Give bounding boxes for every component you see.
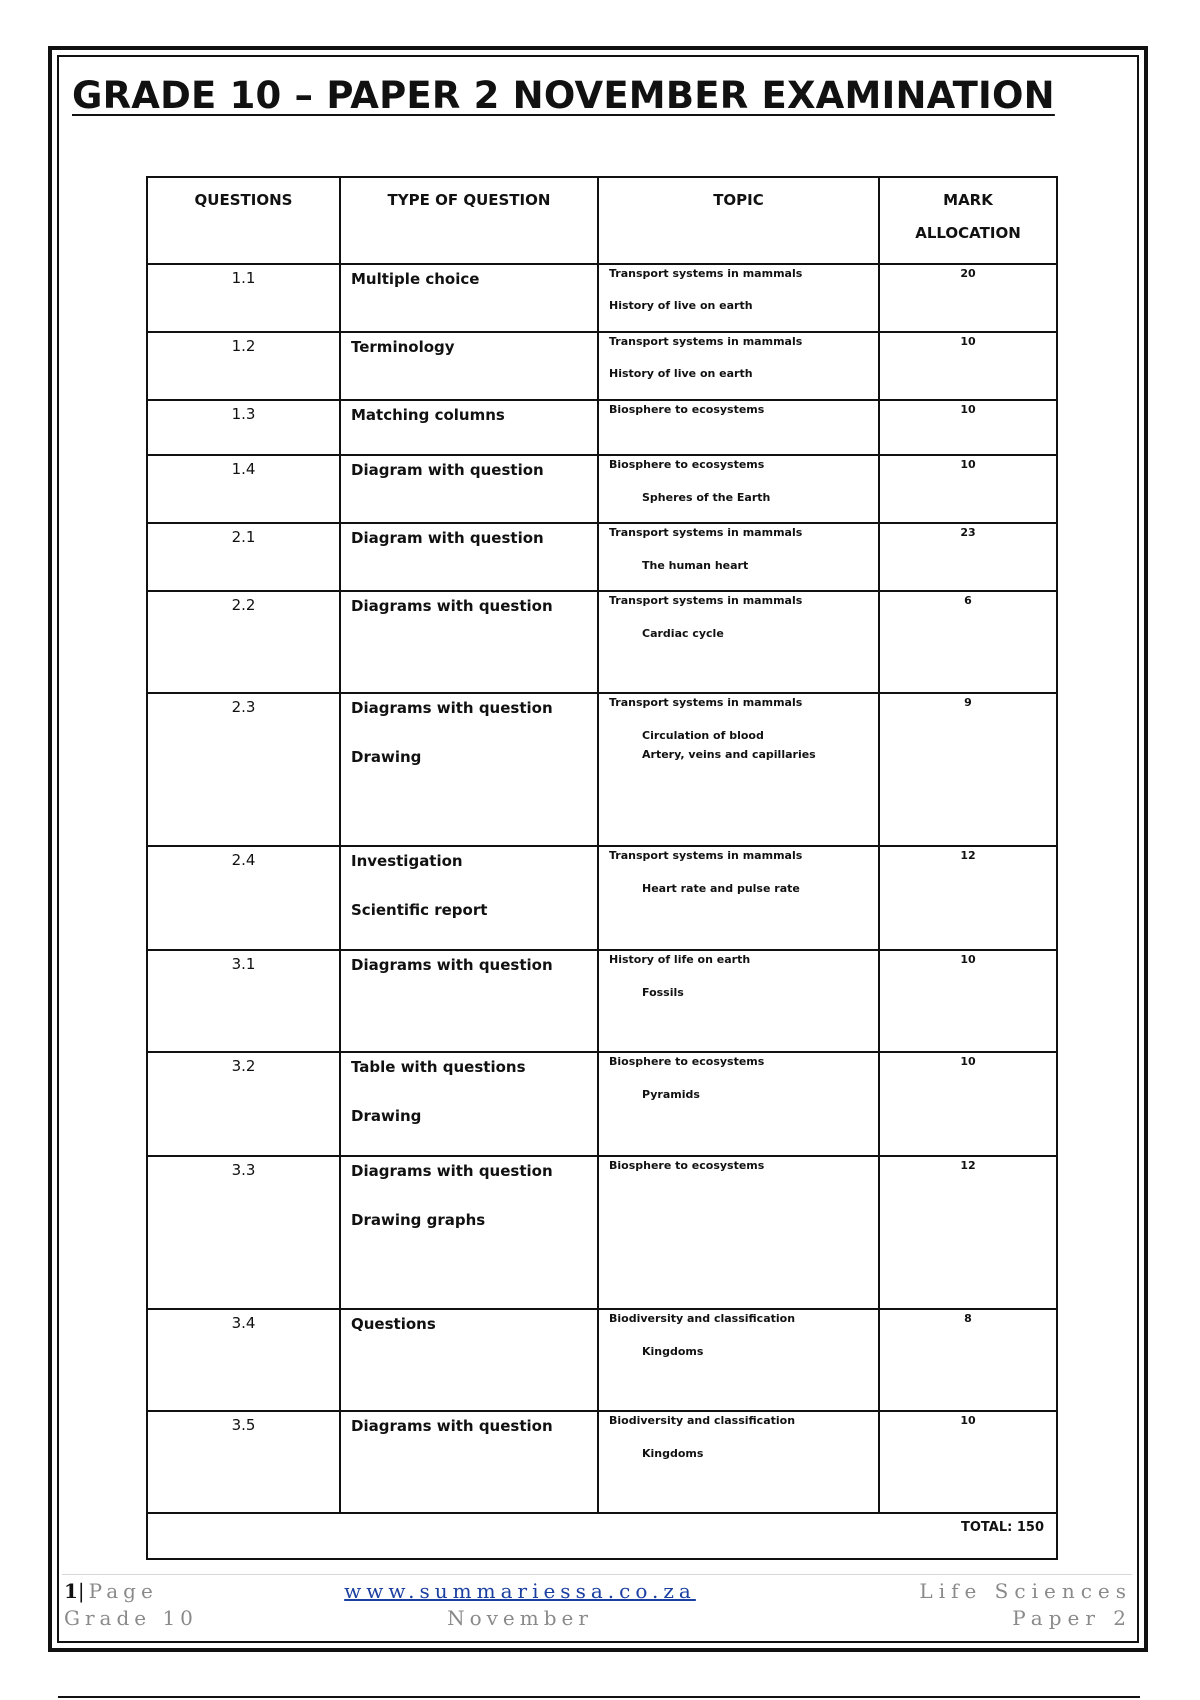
topic-subtopic: Spheres of the Earth [642, 491, 771, 504]
question-type-line: Matching columns [351, 406, 505, 424]
topic-main: Transport systems in mammals [609, 594, 803, 607]
mark-allocation: 8 [879, 1309, 1057, 1411]
table-row [147, 455, 1057, 523]
question-number: 3.2 [147, 1052, 340, 1156]
topic-main: History of live on earth [609, 367, 753, 380]
question-type-line: Scientific report [351, 901, 488, 919]
topic-main: Biosphere to ecosystems [609, 1055, 765, 1068]
mark-allocation: 12 [879, 1156, 1057, 1309]
mark-allocation: 10 [879, 332, 1057, 400]
exam-structure-table [146, 176, 1058, 1560]
table-row [147, 1156, 1057, 1309]
question-type-line: Diagrams with question [351, 1417, 553, 1435]
topic-subtopic: Fossils [642, 986, 684, 999]
question-type [340, 1309, 598, 1411]
question-type [340, 591, 598, 693]
topic-subtopic: Cardiac cycle [642, 627, 724, 640]
topic-subtopic: The human heart [642, 559, 749, 572]
question-number: 2.4 [147, 846, 340, 950]
topic-main: History of live on earth [609, 299, 753, 312]
question-type-line: Diagrams with question [351, 699, 553, 717]
topic-subtopic: Kingdoms [642, 1447, 704, 1460]
question-number: 2.2 [147, 591, 340, 693]
footer-page-indicator [64, 1578, 198, 1605]
header-mark-line1: MARK [943, 191, 993, 209]
topic [598, 950, 879, 1052]
question-type [340, 1052, 598, 1156]
header-mark-line2: ALLOCATION [915, 224, 1021, 242]
topic [598, 264, 879, 332]
topic-main: Biosphere to ecosystems [609, 403, 765, 416]
topic [598, 1156, 879, 1309]
footer-month: November [447, 1606, 593, 1630]
question-type [340, 523, 598, 591]
mark-allocation: 10 [879, 455, 1057, 523]
topic-main: Transport systems in mammals [609, 849, 803, 862]
table-row [147, 950, 1057, 1052]
mark-allocation: 23 [879, 523, 1057, 591]
table-row [147, 332, 1057, 400]
table-row [147, 693, 1057, 846]
table-row [147, 400, 1057, 455]
topic [598, 591, 879, 693]
topic [598, 332, 879, 400]
mark-allocation: 20 [879, 264, 1057, 332]
footer-paper: Paper 2 [1012, 1606, 1132, 1630]
header-mark-allocation [879, 177, 1057, 264]
question-type-line: Drawing graphs [351, 1211, 486, 1229]
topic [598, 1052, 879, 1156]
mark-allocation: 9 [879, 693, 1057, 846]
topic [598, 523, 879, 591]
topic-main: History of life on earth [609, 953, 751, 966]
footer-separator: | [77, 1579, 85, 1603]
table-row [147, 523, 1057, 591]
footer-website-link[interactable]: www.summariessa.co.za [344, 1579, 696, 1603]
question-number: 1.4 [147, 455, 340, 523]
header-type-of-question: TYPE OF QUESTION [340, 177, 598, 264]
header-topic: TOPIC [598, 177, 879, 264]
mark-allocation: 12 [879, 846, 1057, 950]
question-number: 1.2 [147, 332, 340, 400]
table-header-row [147, 177, 1057, 264]
question-type [340, 400, 598, 455]
question-type-line: Diagrams with question [351, 597, 553, 615]
topic-subtopic: Heart rate and pulse rate [642, 882, 800, 895]
topic-main: Biodiversity and classification [609, 1414, 796, 1427]
question-type [340, 693, 598, 846]
question-type [340, 1156, 598, 1309]
topic [598, 1309, 879, 1411]
topic-subtopic: Artery, veins and capillaries [642, 748, 816, 761]
question-type-line: Diagram with question [351, 529, 544, 547]
table-row [147, 1309, 1057, 1411]
topic [598, 1411, 879, 1513]
topic-subtopic: Kingdoms [642, 1345, 704, 1358]
topic-main: Biodiversity and classification [609, 1312, 796, 1325]
header-questions: QUESTIONS [147, 177, 340, 264]
mark-allocation: 10 [879, 1052, 1057, 1156]
topic-main: Transport systems in mammals [609, 267, 803, 280]
question-type-line: Table with questions [351, 1058, 526, 1076]
topic-main: Biosphere to ecosystems [609, 458, 765, 471]
mark-allocation: 10 [879, 400, 1057, 455]
bottom-rule [58, 1696, 1140, 1698]
question-type [340, 455, 598, 523]
footer-divider [62, 1574, 1132, 1575]
footer-center [344, 1578, 696, 1632]
question-number: 3.5 [147, 1411, 340, 1513]
table-row [147, 1052, 1057, 1156]
footer-left [64, 1578, 198, 1632]
question-type-line: Diagram with question [351, 461, 544, 479]
question-number: 1.3 [147, 400, 340, 455]
mark-allocation: 10 [879, 950, 1057, 1052]
topic-main: Biosphere to ecosystems [609, 1159, 765, 1172]
question-type-line: Drawing [351, 748, 422, 766]
topic [598, 693, 879, 846]
topic-subtopic: Pyramids [642, 1088, 700, 1101]
topic-main: Transport systems in mammals [609, 526, 803, 539]
question-type-line: Diagrams with question [351, 956, 553, 974]
question-number: 1.1 [147, 264, 340, 332]
question-type [340, 1411, 598, 1513]
question-type-line: Questions [351, 1315, 436, 1333]
topic [598, 846, 879, 950]
question-type-line: Multiple choice [351, 270, 480, 288]
question-type-line: Drawing [351, 1107, 422, 1125]
table-row [147, 846, 1057, 950]
total-row [147, 1513, 1057, 1559]
table-row [147, 591, 1057, 693]
topic-main: Transport systems in mammals [609, 335, 803, 348]
footer-right [919, 1578, 1132, 1632]
topic-subtopic: Circulation of blood [642, 729, 764, 742]
mark-allocation: 6 [879, 591, 1057, 693]
question-type-line: Diagrams with question [351, 1162, 553, 1180]
topic-main: Transport systems in mammals [609, 696, 803, 709]
question-number: 2.3 [147, 693, 340, 846]
mark-allocation: 10 [879, 1411, 1057, 1513]
table-row [147, 264, 1057, 332]
topic [598, 400, 879, 455]
footer-page-label: Page [88, 1579, 158, 1603]
question-type [340, 950, 598, 1052]
question-number: 2.1 [147, 523, 340, 591]
total-marks: TOTAL: 150 [147, 1513, 1057, 1559]
question-number: 3.3 [147, 1156, 340, 1309]
page-title: GRADE 10 – PAPER 2 NOVEMBER EXAMINATION [72, 74, 1055, 117]
table-row [147, 1411, 1057, 1513]
question-type-line: Investigation [351, 852, 463, 870]
question-number: 3.1 [147, 950, 340, 1052]
question-type [340, 264, 598, 332]
footer-page-number: 1 [64, 1579, 78, 1603]
question-type [340, 332, 598, 400]
question-type-line: Terminology [351, 338, 455, 356]
footer-grade: Grade 10 [64, 1606, 198, 1630]
footer-subject: Life Sciences [919, 1579, 1132, 1603]
question-number: 3.4 [147, 1309, 340, 1411]
question-type [340, 846, 598, 950]
topic [598, 455, 879, 523]
